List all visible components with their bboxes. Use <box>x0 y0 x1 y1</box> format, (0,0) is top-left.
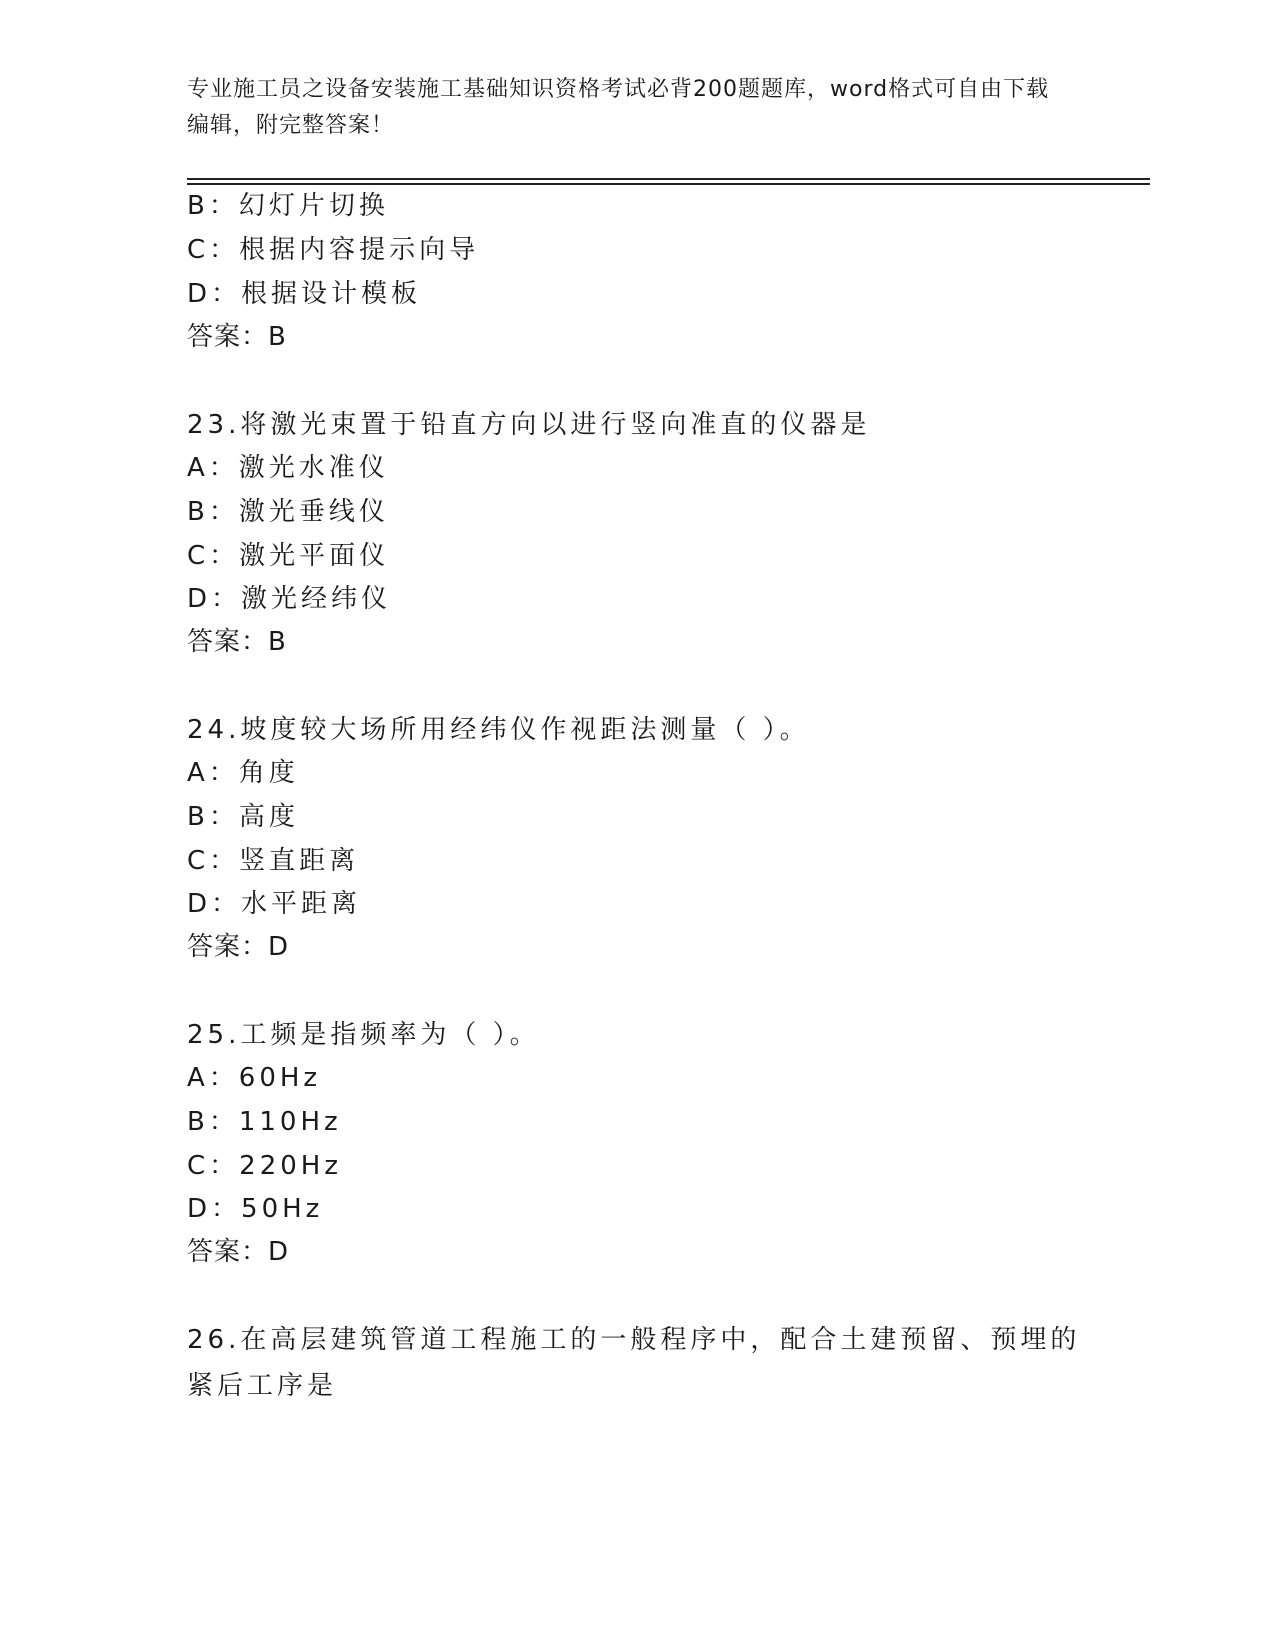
q22-option-b: B：幻灯片切换 <box>187 191 389 221</box>
q24-option-b: B：高度 <box>187 802 299 832</box>
q22-option-d: D：根据设计模板 <box>187 279 422 309</box>
q25-option-a: A：60Hz <box>187 1063 322 1093</box>
q25-question: 25.工频是指频率为（ ）。 <box>187 1020 540 1050</box>
q22-option-c: C：根据内容提示向导 <box>187 235 480 265</box>
document-header: 专业施工员之设备安装施工基础知识资格考试必背200题题库，word格式可自由下载编辑，附完整答案！ <box>187 77 1050 138</box>
q24-option-c: C：竖直距离 <box>187 846 360 876</box>
q24-option-a: A：角度 <box>187 758 299 788</box>
q23-option-c: C：激光平面仪 <box>187 541 390 571</box>
q23-option-d: D：激光经纬仪 <box>187 584 392 614</box>
q25-answer: 答案：D <box>187 1237 290 1267</box>
q25-option-c: C：220Hz <box>187 1151 342 1181</box>
q23-option-a: A：激光水准仪 <box>187 453 389 483</box>
q23-option-b: B：激光垂线仪 <box>187 497 389 527</box>
q23-question: 23.将激光束置于铅直方向以进行竖向准直的仪器是 <box>187 410 871 440</box>
q24-question: 24.坡度较大场所用经纬仪作视距法测量（ ）。 <box>187 715 810 745</box>
q23-answer: 答案：B <box>187 627 287 657</box>
q24-answer: 答案：D <box>187 932 290 962</box>
q22-answer: 答案：B <box>187 322 287 352</box>
q26-question: 26.在高层建筑管道工程施工的一般程序中，配合土建预留、预埋的紧后工序是 <box>187 1325 1081 1401</box>
q25-option-d: D：50Hz <box>187 1194 324 1224</box>
header-rule-bottom <box>187 183 1150 185</box>
q24-option-d: D：水平距离 <box>187 889 362 919</box>
q25-option-b: B：110Hz <box>187 1107 342 1137</box>
header-rule-top <box>187 178 1150 180</box>
